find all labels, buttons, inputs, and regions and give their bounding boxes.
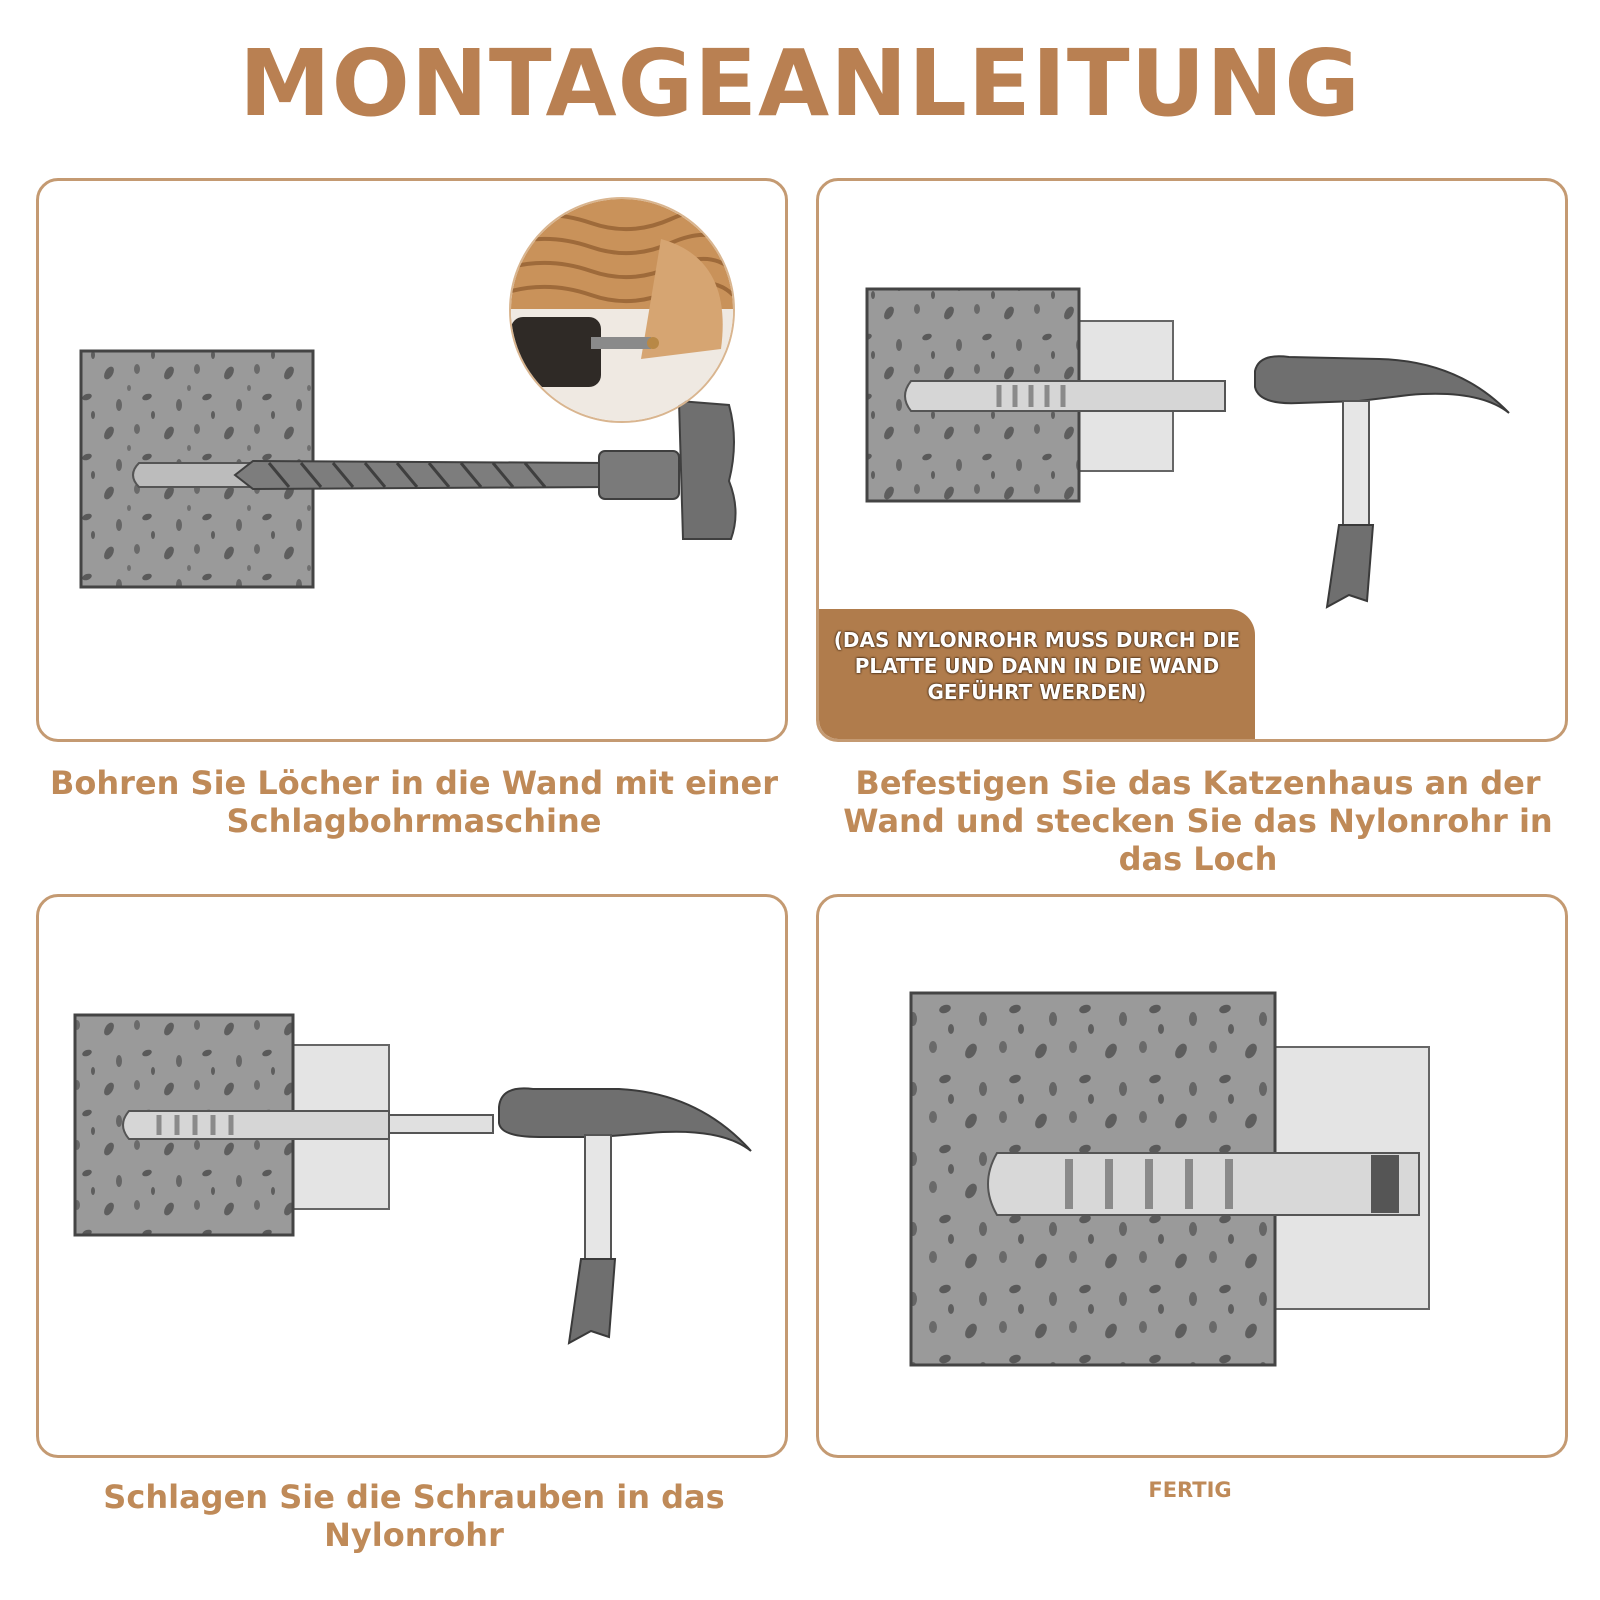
screw-head: [1371, 1155, 1399, 1213]
step-3-illustration: [39, 897, 788, 1458]
product-photo-inset: [509, 197, 735, 423]
step-4-illustration: [819, 897, 1568, 1458]
screw: [389, 1115, 493, 1133]
step-1-caption: Bohren Sie Löcher in die Wand mit einer Schlagbohrmaschine: [49, 764, 779, 840]
drill-hole: [133, 463, 251, 487]
step-4-caption: FERTIG: [1148, 1478, 1232, 1502]
hammer: [499, 1088, 751, 1343]
step-3-panel: [36, 894, 788, 1458]
info-note: (DAS NYLONROHR MUSS DURCH DIE PLATTE UND DANN IN DIE WAND GEFÜHRT WERDEN): [819, 609, 1255, 739]
nylon-tube: [123, 1111, 389, 1139]
page-title: MONTAGEANLEITUNG: [239, 30, 1361, 137]
step-1-panel: [36, 178, 788, 742]
step-2-caption: Befestigen Sie das Katzenhaus an der Wand und stecken Sie das Nylonrohr in das Loch: [843, 764, 1553, 878]
step-2-panel: [816, 178, 1568, 742]
nylon-tube: [988, 1153, 1419, 1215]
step-3-caption: Schlagen Sie die Schrauben in das Nylonrohr: [103, 1478, 725, 1554]
hammer: [1255, 356, 1509, 607]
step-4-panel: [816, 894, 1568, 1458]
